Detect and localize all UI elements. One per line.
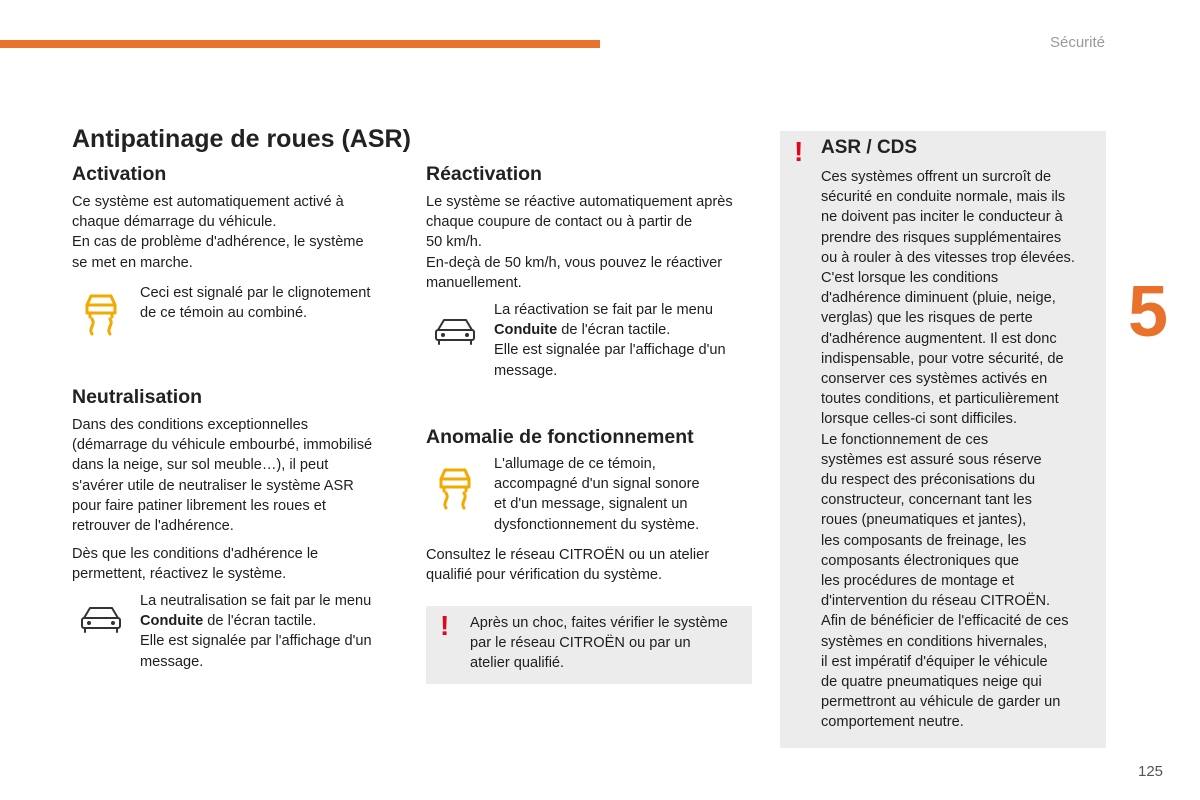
text-line: La réactivation se fait par le menu xyxy=(494,302,714,318)
text-line: La neutralisation se fait par le menu xyxy=(140,593,372,609)
exclamation-icon: ! xyxy=(440,610,450,641)
chapter-number: 5 xyxy=(1128,272,1169,352)
text-line: Ce système est automatiquement activé à xyxy=(72,194,344,210)
text-line: permettront au véhicule de garder un xyxy=(821,694,1061,711)
text-line: d'adhérence augmentent. Il est donc xyxy=(821,330,1057,347)
text-fragment: de l'écran tactile. xyxy=(557,322,671,339)
activation-text xyxy=(72,192,364,273)
page-title: Antipatinage de roues (ASR) xyxy=(72,125,411,153)
text-line: dysfonctionnement du système. xyxy=(494,516,700,533)
warning-text xyxy=(470,613,728,674)
text-line: lorsque celles-ci sont difficiles. xyxy=(821,411,1018,428)
neutralisation-icon-text xyxy=(140,591,372,672)
exclamation-icon: ! xyxy=(794,136,804,167)
text-line: d'adhérence diminuent (pluie, neige, xyxy=(821,290,1056,307)
text-line: (démarrage du véhicule embourbé, immobilisé xyxy=(72,437,373,454)
car-icon xyxy=(80,604,122,634)
text-line: message. xyxy=(140,653,204,670)
text-line: Ces systèmes offrent un surcroît de xyxy=(821,169,1052,185)
text-line: prendre des risques supplémentaires xyxy=(821,229,1062,246)
neutralisation-text xyxy=(72,415,372,536)
reactivation-icon-text xyxy=(494,300,726,381)
text-line: C'est lorsque les conditions xyxy=(821,270,999,287)
text-line: L'allumage de ce témoin, xyxy=(494,456,656,472)
text-line: du respect des préconisations du xyxy=(821,472,1036,489)
asr-warning-lamp-icon xyxy=(432,464,478,510)
activation-heading: Activation xyxy=(72,163,167,185)
text-line: s'avérer utile de neutraliser le système ASR xyxy=(72,477,354,494)
text-line: se met en marche. xyxy=(72,254,193,271)
text-line: systèmes en conditions hivernales, xyxy=(821,633,1048,650)
section-label: Sécurité xyxy=(1049,34,1105,51)
text-line: 50 km/h. xyxy=(426,234,482,251)
text-line: pour faire patiner librement les roues et xyxy=(72,497,326,514)
text-line: systèmes est assuré sous réserve xyxy=(821,451,1042,468)
reactivation-text xyxy=(426,192,733,293)
text-line: et d'un message, signalent un xyxy=(494,496,688,513)
text-line: les procédures de montage et xyxy=(821,573,1015,590)
text-line xyxy=(494,320,726,340)
text-line: toutes conditions, et particulièrement xyxy=(821,391,1059,408)
page-number: 125 xyxy=(1138,763,1164,780)
text-line: Le système se réactive automatiquement après xyxy=(426,194,733,210)
text-line: de quatre pneumatiques neige qui xyxy=(821,674,1042,691)
text-line: ne doivent pas inciter le conducteur à xyxy=(821,209,1063,226)
text-line: atelier qualifié. xyxy=(470,655,565,672)
text-line: accompagné d'un signal sonore xyxy=(494,476,700,493)
text-line: composants électroniques que xyxy=(821,552,1019,569)
asr-cds-text xyxy=(821,167,1075,733)
text-line: permettent, réactivez le système. xyxy=(72,566,287,583)
menu-name: Conduite xyxy=(494,322,558,339)
text-line: les composants de freinage, les xyxy=(821,532,1027,549)
text-line: conserver ces systèmes activés en xyxy=(821,371,1048,388)
activation-icon-text xyxy=(140,283,370,323)
text-line: d'intervention du réseau CITROËN. xyxy=(821,593,1051,610)
neutralisation-text-2 xyxy=(72,544,318,584)
text-line: En cas de problème d'adhérence, le système xyxy=(72,234,364,251)
text-line: Le fonctionnement de ces xyxy=(821,431,989,448)
text-line: dans la neige, sur sol meuble…), il peut xyxy=(72,457,329,474)
text-line: verglas) que les risques de perte xyxy=(821,310,1033,327)
text-line: il est impératif d'équiper le véhicule xyxy=(821,653,1048,670)
text-line: ou à rouler à des vitesses trop élevées. xyxy=(821,249,1075,266)
text-line: qualifié pour vérification du système. xyxy=(426,567,663,584)
text-line: indispensable, pour votre sécurité, de xyxy=(821,350,1064,367)
car-icon xyxy=(434,316,476,346)
neutralisation-heading: Neutralisation xyxy=(72,386,203,408)
menu-name: Conduite xyxy=(140,613,204,630)
header-accent-bar xyxy=(0,40,600,48)
text-line: sécurité en conduite normale, mais ils xyxy=(821,189,1066,206)
warning-box xyxy=(426,606,752,684)
text-line: Elle est signalée par l'affichage d'un xyxy=(140,633,372,650)
text-line: comportement neutre. xyxy=(821,714,964,731)
text-line: par le réseau CITROËN ou par un xyxy=(470,635,691,652)
text-line: Après un choc, faites vérifier le système xyxy=(470,615,728,631)
text-line: constructeur, concernant tant les xyxy=(821,492,1032,509)
text-line: message. xyxy=(494,362,558,379)
text-line: Dès que les conditions d'adhérence le xyxy=(72,546,319,562)
text-line: roues (pneumatiques et jantes), xyxy=(821,512,1027,529)
text-line: manuellement. xyxy=(426,274,522,291)
text-line: retrouver de l'adhérence. xyxy=(72,518,234,535)
reactivation-heading: Réactivation xyxy=(426,163,542,185)
asr-cds-title: ASR / CDS xyxy=(821,137,918,158)
text-line: Elle est signalée par l'affichage d'un xyxy=(494,342,726,359)
anomalie-icon-text xyxy=(494,454,700,535)
text-line: chaque démarrage du véhicule. xyxy=(72,214,277,231)
text-fragment: de l'écran tactile. xyxy=(203,613,317,630)
text-line: de ce témoin au combiné. xyxy=(140,305,308,322)
text-line: En-deçà de 50 km/h, vous pouvez le réactiver xyxy=(426,254,723,271)
text-line xyxy=(140,611,372,631)
text-line: Ceci est signalé par le clignotement xyxy=(140,285,371,301)
text-line: Afin de bénéficier de l'efficacité de ces xyxy=(821,613,1069,630)
asr-warning-lamp-icon xyxy=(78,290,124,336)
text-line: chaque coupure de contact ou à partir de xyxy=(426,214,693,231)
anomalie-text xyxy=(426,545,709,585)
text-line: Dans des conditions exceptionnelles xyxy=(72,417,309,433)
anomalie-heading: Anomalie de fonctionnement xyxy=(426,426,694,448)
text-line: Consultez le réseau CITROËN ou un atelier xyxy=(426,547,710,563)
